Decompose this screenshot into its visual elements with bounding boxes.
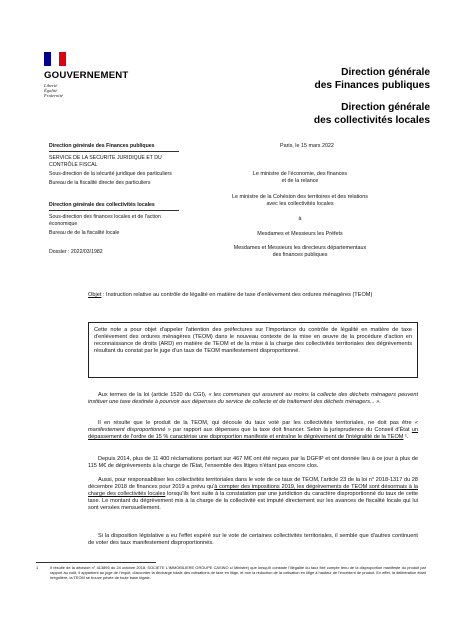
subject-line xyxy=(88,292,418,299)
sender-dgfip: Direction générale des Finances publiques SERVICE DE LA SECURITE JURIDIQUE ET DU CONTRÔLE FISCAL Sous-direction de la sécurité juridique des particuliers Bureau de la fiscalité directe des particuliers xyxy=(49,143,179,189)
subject-text: : Instruction relative au contrôle de légalité en matière de taxe d'enlèvement des ordures ménagères (TEOM) xyxy=(101,292,373,298)
paragraph-claims: Depuis 2014, plus de 11 400 réclamations portant sur 467 M€ ont été reçues par la DGFIP et ont donnée lieu à ce jour à plus de 115 M€ de dégrèvements à la charge de l'État, l'ensemble des litiges n'étant pas encore clos. xyxy=(88,456,418,470)
letter-date: Paris, le 15 mars 2022 xyxy=(280,143,334,149)
sender-dgcl: Direction générale des collectivités locales Sous-direction des finances locales et de l'action économique Bureau de de la fiscalité locale xyxy=(49,202,179,239)
recipient-minister-cohesion: Le ministre de la Cohésion des territoires et des relations avec les collectivités locales xyxy=(231,194,369,207)
tricolor-flag-icon xyxy=(44,52,66,66)
paragraph-effect: Si la disposition législative a eu l'effet espéré sur le vote de certaines collectivités territoriales, il semble que d'autres continuent de voter des taux manifestement disproportionnés. xyxy=(88,533,418,547)
recipient-prefects: Mesdames et Messieurs les Préfets xyxy=(257,231,343,237)
recipient-directors: Mesdames et Messieurs les directeurs départementaux des finances publiques xyxy=(233,245,367,258)
footnote-number: 1 xyxy=(36,565,39,570)
subject-label: Objet xyxy=(88,292,102,298)
paragraph-finance-law: Aussi, pour responsabiliser les collectivités territoriales dans le vote de ce taux de TEOM, l'article 23 de la loi n° 2018-1317 du 28 décembre 2018 de finances pour 2019 a prévu qu'à compter des impositions 2019, les dégrèvements de TEOM sont désormais à la charge des collectivités locales lorsqu'ils font suite à la constatation par une juridiction du caractère disproportionné du taux de cette taxe. Le montant du dégrèvement mis à la charge de la collectivité est imputé directement sur les avances de fiscalité locale qui lui sont versées mensuellement. xyxy=(88,477,419,512)
logo-motto: Liberté Égalité Fraternité xyxy=(44,83,63,99)
government-logo xyxy=(44,52,154,99)
paragraph-jurisprudence: Il en résulte que le produit de la TEOM, qui découle du taux voté par les collectivités territoriales, ne doit pas être « manifestement disproportionné » par rapport aux dépenses que la taxe doit financer. Selon la jurisprudence du Conseil d'État un dépassement de l'ordre de 15 % caractérise une disproportion manifeste et entraîne le dégrèvement de l'intégralité de la TEOM ¹. xyxy=(88,420,419,441)
header-dgcl: Direction générale des collectivités locales xyxy=(313,102,430,126)
recipient-minister-economy: Le ministre de l'économie, des finances et de la relance xyxy=(252,171,348,184)
logo-title: GOUVERNEMENT xyxy=(44,70,129,81)
header-dgfip: Direction générale des Finances publiques xyxy=(314,67,430,91)
footnote-divider xyxy=(36,562,156,563)
recipient-to: à xyxy=(298,216,302,222)
dossier-reference: Dossier : 2022/03/1982 xyxy=(49,249,103,255)
paragraph-law: Aux termes de la loi (article 1520 du CGI), « les communes qui assurent au moins la collecte des déchets ménagers peuvent instituer une taxe destinée à pourvoir aux dépenses du service de collecte et de traitement des déchets ménagers... ». xyxy=(88,392,418,406)
footnote-text: Il résulte de la décision n° 413895 du 24 octobre 2018, SOCIETE L'IMMOBILIERE GROUPE CASINO c/ Ministre) que lorsqu'il constate l'illégalité du taux fixé compte tenu de la disproportion manifeste du produit par rapport au coût, il appartient au juge de l'impôt, d'accorder la décharge totale des cotisations de taxe en litige, et non la réduction de la cotisation en litige à hauteur de l'excédent de produit. En effet, la délibération étant irrégulière, la TEOM se trouve privée de toute base légale. xyxy=(50,565,426,580)
summary-box: Cette note a pour objet d'appeler l'attention des préfectures sur l'importance du contrôle de légalité en matière de taxe d'enlèvement des ordures ménagères (TEOM) dans le nouveau contexte de la mise en œuvre de la procédure d'action en reconnaissance de droits (ARD) en matière de TEOM et de la mise à la charge des collectivités territoriales des dégrèvements résultant du constat par le juge d'un taux de TEOM manifestement disproportionné. xyxy=(88,322,418,378)
footnote xyxy=(36,565,426,580)
